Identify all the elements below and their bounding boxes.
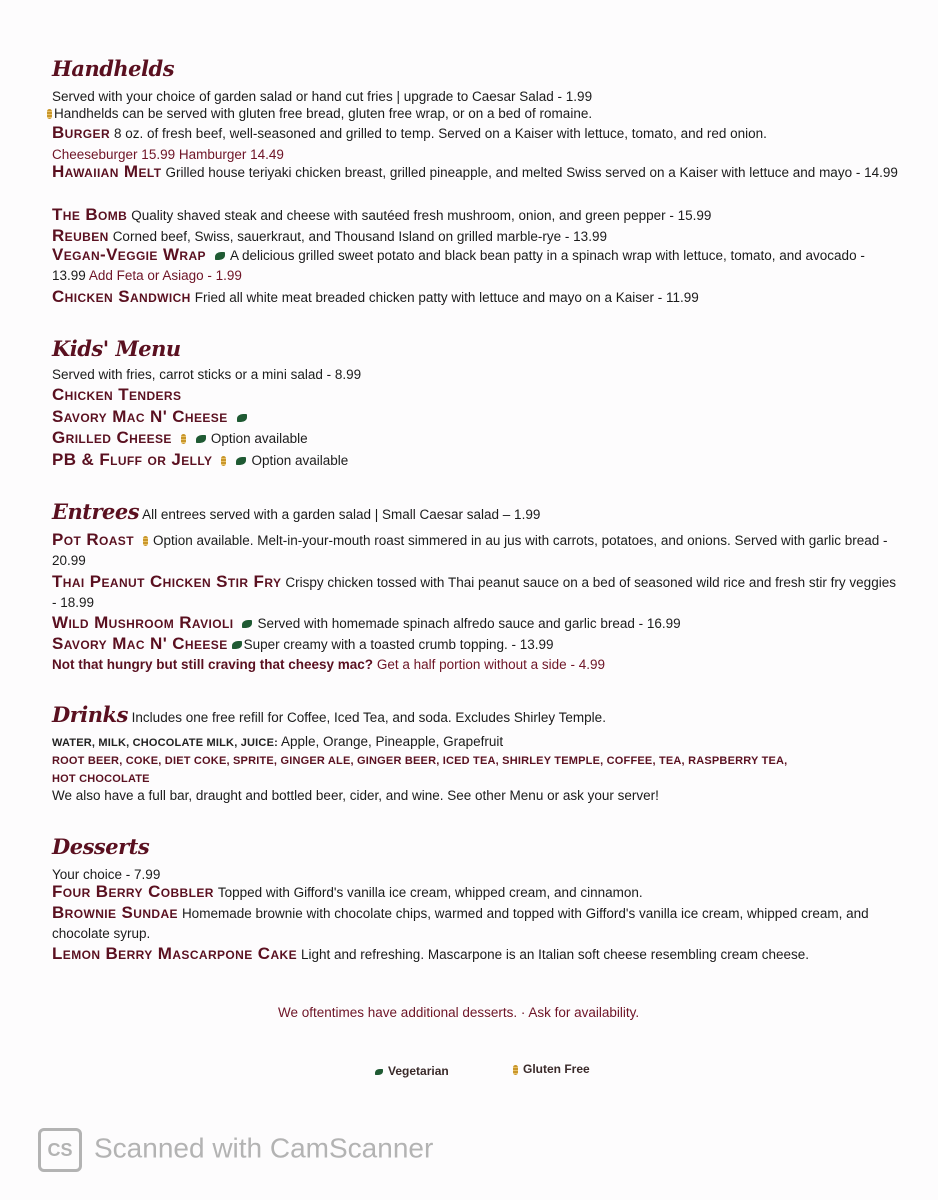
desserts-note: We oftentimes have additional desserts. · Ask for availability. [278, 1005, 640, 1020]
item-name: Hawaiian Melt [52, 162, 162, 181]
kids-grilled-cheese: Grilled Cheese Option available [52, 428, 308, 447]
item-thai-peanut [52, 572, 902, 613]
item-name: Burger [52, 123, 111, 142]
entrees-header [52, 499, 541, 524]
item-desc: Homemade brownie with chocolate chips, warmed and topped with Gifford's vanilla ice cream, whipped cream, and chocolate syrup. [52, 906, 869, 941]
legend-vegetarian: Vegetarian [370, 1064, 449, 1078]
item-desc: Corned beef, Swiss, sauerkraut, and Thousand Island on grilled marble-rye - 13.99 [112, 229, 607, 244]
camscanner-watermark: CS Scanned with CamScanner [38, 1128, 433, 1172]
item-desc: Super creamy with a toasted crumb topping. - 13.99 [243, 637, 554, 652]
leaf-icon [375, 1069, 383, 1075]
drinks-soda-line-1: ROOT BEER, COKE, DIET COKE, SPRITE, GINGER ALE, GINGER BEER, ICED TEA, SHIRLEY TEMPLE, COFFEE, TEA, RASPBERRY TEA, [52, 755, 788, 767]
item-name: The Bomb [52, 205, 128, 224]
item-name: Wild Mushroom Ravioli [52, 613, 234, 632]
kids-pb-fluff: PB & Fluff or Jelly Option available [52, 450, 349, 469]
item-name: Chicken Sandwich [52, 287, 191, 306]
item-addon: Add Feta or Asiago - 1.99 [88, 268, 242, 283]
half-portion-note: Not that hungry but still craving that cheesy mac? Get a half portion without a side - 4.99 [52, 657, 605, 672]
entrees-title: Entrees [52, 499, 140, 524]
leaf-icon [196, 435, 206, 443]
leaf-icon [236, 457, 246, 465]
item-desc: Topped with Gifford's vanilla ice cream, whipped cream, and cinnamon. [217, 885, 643, 900]
drinks-bar-note: We also have a full bar, draught and bottled beer, cider, and wine. See other Menu or ask your server! [52, 788, 659, 803]
drinks-title: Drinks [52, 702, 128, 727]
item-name: Savory Mac N' Cheese [52, 634, 228, 653]
item-mushroom-ravioli [52, 614, 681, 632]
wheat-icon [47, 109, 52, 119]
leaf-icon [232, 641, 242, 649]
wheat-icon [143, 536, 148, 546]
leaf-icon [215, 252, 225, 260]
drinks-juice-line: WATER, MILK, CHOCOLATE MILK, JUICE: Apple, Orange, Pineapple, Grapefruit [52, 734, 504, 749]
item-burger [52, 124, 767, 142]
item-hawaiian-melt [52, 162, 902, 183]
wheat-icon [181, 434, 186, 444]
item-desc: Quality shaved steak and cheese with sautéed fresh mushroom, onion, and green pepper - 15.99 [131, 208, 712, 223]
kids-intro: Served with fries, carrot sticks or a mini salad - 8.99 [52, 367, 362, 382]
item-pot-roast [52, 530, 902, 571]
item-name: Vegan-Veggie Wrap [52, 245, 206, 264]
item-vegan-wrap [52, 245, 902, 286]
item-desc: A delicious grilled sweet potato and black bean patty in a spinach wrap with lettuce, tomato, and avocado - 13.99 [52, 248, 865, 283]
item-name: Lemon Berry Mascarpone Cake [52, 944, 297, 963]
kids-title: Kids' Menu [52, 336, 181, 361]
item-brownie-sundae [52, 903, 902, 944]
handhelds-intro: Served with your choice of garden salad or hand cut fries | upgrade to Caesar Salad - 1.99 [52, 89, 593, 104]
item-desc: Crispy chicken tossed with Thai peanut sauce on a bed of seasoned wild rice and fresh stir fry veggies - 18.99 [52, 575, 896, 610]
legend-gluten-free: Gluten Free [508, 1062, 590, 1076]
desserts-title: Desserts [52, 834, 150, 859]
wheat-icon [221, 456, 226, 466]
burger-prices: Cheeseburger 15.99 Hamburger 14.49 [52, 147, 284, 162]
item-the-bomb [52, 206, 711, 224]
kids-chicken-tenders: Chicken Tenders [52, 385, 182, 404]
item-chicken-sandwich [52, 288, 699, 306]
drinks-header [52, 702, 606, 727]
item-desc: 8 oz. of fresh beef, well-seasoned and grilled to temp. Served on a Kaiser with lettuce, tomato, and red onion. [114, 126, 767, 141]
item-desc: Light and refreshing. Mascarpone is an Italian soft cheese resembling cream cheese. [300, 947, 810, 962]
item-berry-cobbler [52, 883, 643, 901]
entrees-intro: All entrees served with a garden salad | Small Caesar salad – 1.99 [142, 507, 541, 522]
desserts-intro: Your choice - 7.99 [52, 867, 161, 882]
handhelds-title: Handhelds [52, 56, 175, 81]
item-desc: Served with homemade spinach alfredo sauce and garlic bread - 16.99 [257, 616, 681, 631]
drinks-soda-line-2: HOT CHOCOLATE [52, 773, 150, 785]
leaf-icon [237, 414, 247, 422]
leaf-icon [242, 620, 252, 628]
item-name: Thai Peanut Chicken Stir Fry [52, 572, 282, 591]
item-name: Pot Roast [52, 530, 134, 549]
item-lemon-cake [52, 944, 902, 965]
kids-mac-cheese: Savory Mac N' Cheese [52, 408, 252, 426]
handhelds-gf-note: Handhelds can be served with gluten free bread, gluten free wrap, or on a bed of romaine. [47, 105, 592, 122]
drinks-intro: Includes one free refill for Coffee, Iced Tea, and soda. Excludes Shirley Temple. [131, 710, 606, 725]
camscanner-logo: CS [38, 1128, 82, 1172]
item-desc: Fried all white meat breaded chicken patty with lettuce and mayo on a Kaiser - 11.99 [194, 290, 699, 305]
item-reuben [52, 227, 607, 245]
item-name: Reuben [52, 226, 109, 245]
item-name: Four Berry Cobbler [52, 882, 214, 901]
item-name: Brownie Sundae [52, 903, 178, 922]
item-desc: Option available. Melt-in-your-mouth roast simmered in au jus with carrots, potatoes, and onions. Served with garlic bread - 20.99 [52, 533, 888, 568]
item-entree-mac [52, 635, 554, 653]
item-desc: Grilled house teriyaki chicken breast, grilled pineapple, and melted Swiss served on a Kaiser with lettuce and mayo - 14.99 [165, 165, 898, 180]
wheat-icon [513, 1065, 518, 1075]
